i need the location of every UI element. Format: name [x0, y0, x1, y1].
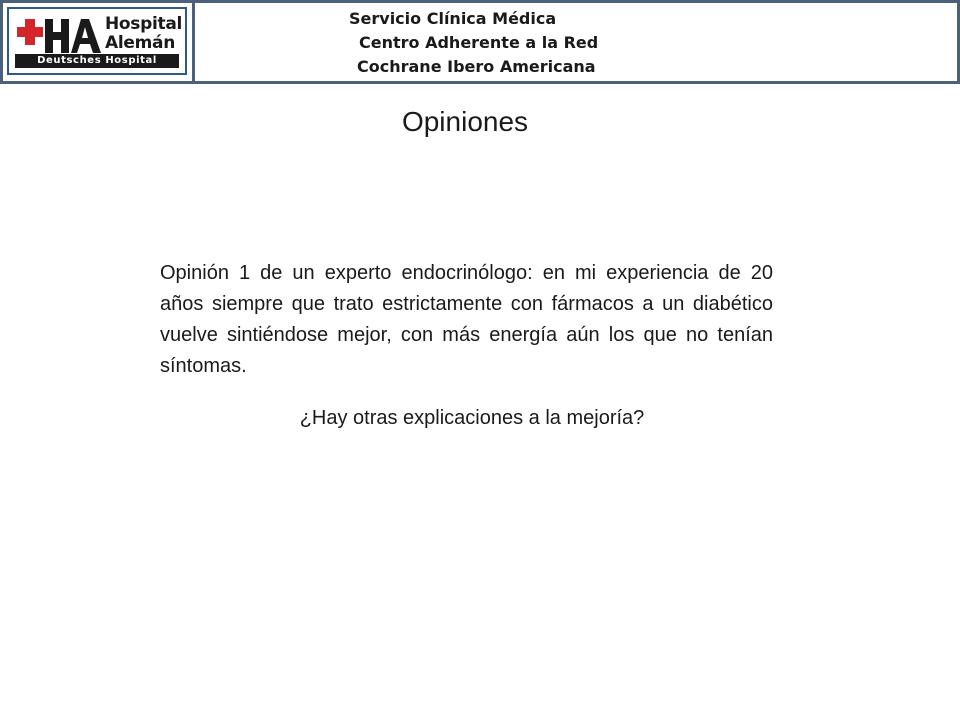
opinion-paragraph: Opinión 1 de un experto endocrinólogo: en mi experiencia de 20 años siempre que trato estrictamente con fármacos a un diabético vuelve sintiéndose mejor, con más energía aún los que no tenían síntomas. [160, 262, 773, 377]
logo-hospital-name [105, 15, 182, 53]
hospital-logo [7, 7, 187, 75]
logo-name-line2: Alemán [105, 33, 176, 53]
logo-strip: Deutsches Hospital [15, 54, 179, 68]
question-text: ¿Hay otras explicaciones a la mejoría? [299, 407, 645, 429]
logo-box [3, 3, 195, 81]
header-banner [0, 0, 960, 84]
hospital-cross-logo-icon [15, 13, 105, 57]
page-title: Opiniones [401, 106, 529, 137]
header-line-2: Centro Adherente a la Red [359, 33, 599, 52]
header-line-1: Servicio Clínica Médica [349, 9, 557, 28]
header-line-3: Cochrane Ibero Americana [357, 57, 596, 76]
logo-name-line1: Hospital [105, 14, 183, 34]
